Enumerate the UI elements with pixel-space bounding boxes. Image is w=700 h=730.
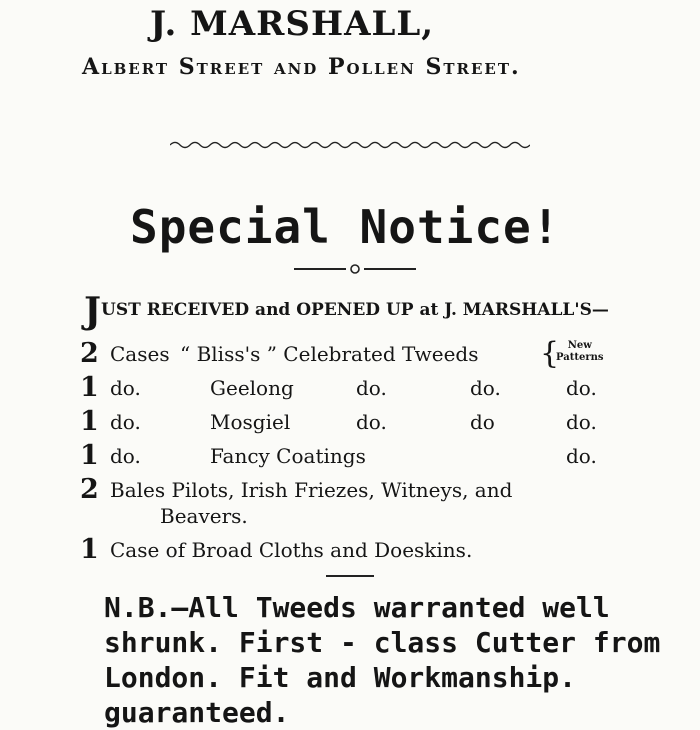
section-rule [326,575,374,577]
item-unit: Cases [110,342,170,366]
brace: { [540,336,560,371]
drop-letter: J [84,290,102,332]
bales-desc: Bales Pilots, Irish Friezes, Witneys, and [110,478,513,502]
ditto-col-1: do. [356,376,387,400]
item-qty: 1 [80,406,99,437]
item-desc: Mosgiel [210,410,291,434]
item-unit: do. [110,410,141,434]
item-desc: “ Bliss's ” Celebrated Tweeds [180,342,479,366]
item-desc: Geelong [210,376,294,400]
announcement-lead [84,290,609,332]
shop-address: Albert Street and Pollen Street. [82,54,521,80]
ditto-col-2: do. [470,376,501,400]
ditto-col-2: do [470,410,495,434]
nb-line: guaranteed. [104,696,290,729]
bales-qty: 2 [80,474,99,505]
case-desc: Case of Broad Cloths and Doeskins. [110,538,473,562]
ornament-rule [294,262,416,276]
item-unit: do. [110,376,141,400]
item-unit: do. [110,444,141,468]
case-qty: 1 [80,534,99,565]
nb-notice [104,590,684,730]
lead-text: UST RECEIVED and OPENED UP at J. MARSHALL'S— [101,300,609,320]
bales-desc-cont: Beavers. [160,504,248,528]
nb-line: London. Fit and Workmanship. [104,661,577,694]
new-patterns-line: Patterns [556,352,604,363]
item-qty: 1 [80,440,99,471]
nb-line: shrunk. First - class Cutter from [104,626,661,659]
nb-line: N.B.—All Tweeds warranted well [104,591,610,624]
special-notice-title: Special Notice! [130,200,561,254]
item-qty: 2 [80,338,99,369]
ditto-col-3: do. [566,410,597,434]
item-desc: Fancy Coatings [210,444,366,468]
item-qty: 1 [80,372,99,403]
new-patterns-line: New [567,340,592,351]
new-patterns-note [556,340,604,364]
ditto-col-1: do. [356,410,387,434]
ditto-col-3: do. [566,376,597,400]
ditto-col-3: do. [566,444,597,468]
shop-name-heading: J. MARSHALL, [150,4,435,44]
wavy-divider [170,140,530,150]
